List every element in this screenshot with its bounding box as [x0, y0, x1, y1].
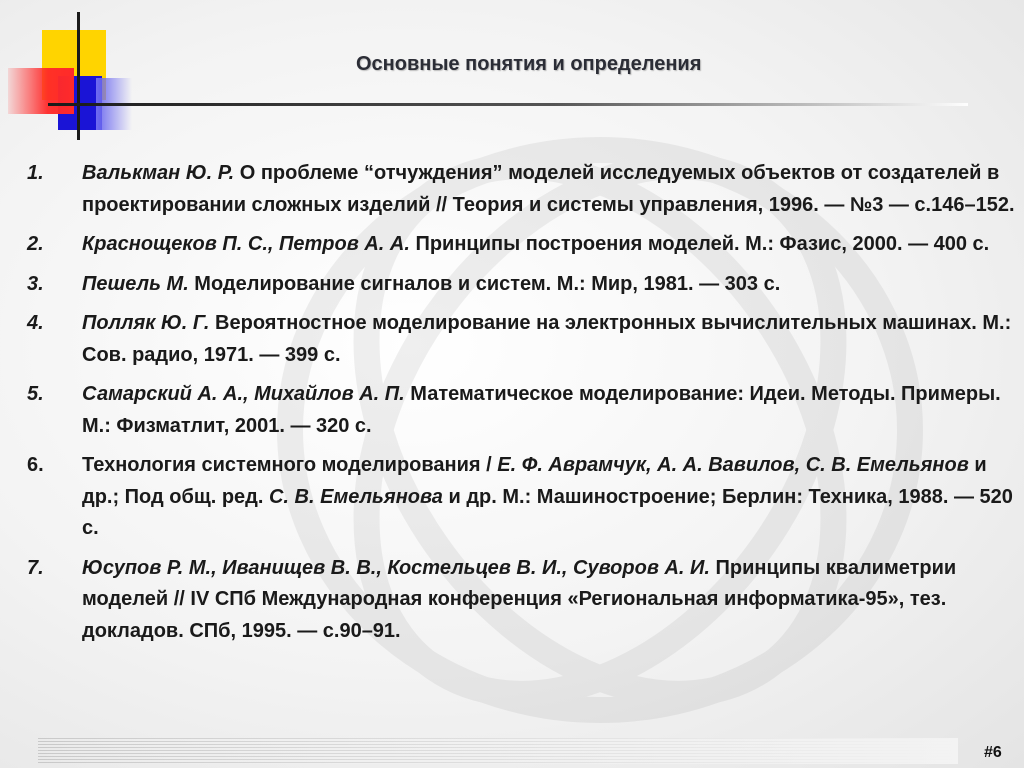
reference-authors: Е. Ф. Аврамчук, А. А. Вавилов, С. В. Емельянов: [497, 454, 969, 476]
reference-text: Вероятностное моделирование на электронных вычислительных машинах. М.: Сов. радио, 1971. — 399 с.: [82, 312, 1012, 366]
reference-number: 7.: [27, 556, 44, 579]
reference-text: и др.; Под общ. ред.: [82, 454, 987, 508]
reference-text: О проблеме “отчуждения” моделей исследуемых объектов от создателей в проектировании сложных изделий // Теория и системы управления, 1996. — №3 — с.146–152.: [82, 162, 1015, 216]
reference-list: [20, 158, 1018, 655]
reference-item: [20, 158, 1018, 221]
reference-number: 3.: [27, 272, 44, 295]
reference-item: [20, 553, 1018, 648]
reference-item: [20, 229, 1018, 261]
footer-decoration-fade: [38, 738, 958, 764]
reference-item: [20, 269, 1018, 301]
reference-item: [20, 308, 1018, 371]
reference-text: Принципы построения моделей. М.: Фазис, 2000. — 400 с.: [409, 233, 990, 255]
reference-item: [20, 450, 1018, 545]
title-underline: [48, 103, 968, 106]
reference-number: 5.: [27, 383, 44, 405]
reference-text: Технология системного моделирования /: [82, 454, 498, 476]
slide-title: Основные понятия и определения: [356, 53, 702, 75]
reference-number: 2.: [27, 233, 44, 255]
reference-text: и др. М.: Машиностроение; Берлин: Техника, 1988. — 520 с.: [82, 485, 1013, 539]
page-number: #6: [984, 744, 1002, 761]
reference-number: 4.: [27, 312, 44, 334]
reference-item: [20, 379, 1018, 442]
logo-red-square: [8, 68, 74, 114]
reference-text: Моделирование сигналов и систем. М.: Мир, 1981. — 303 с.: [188, 272, 781, 295]
reference-authors: Краснощеков П. С., Петров А. А.: [82, 233, 410, 255]
reference-text: Принципы квалиметрии моделей // IV СПб Международная конференция «Региональная информатика-95», тез. докладов. СПб, 1995. — с.90–91.: [82, 556, 957, 642]
reference-authors: Пешель М.: [82, 272, 189, 295]
logo-vertical-line: [77, 12, 80, 140]
corner-logo: [0, 0, 140, 140]
reference-authors: Юсупов Р. М., Иванищев В. В., Костельцев В. И., Суворов А. И.: [82, 556, 710, 579]
reference-authors: Полляк Ю. Г.: [82, 312, 210, 334]
reference-authors: Валькман Ю. Р.: [82, 162, 235, 184]
reference-text: Математическое моделирование: Идеи. Методы. Примеры. М.: Физматлит, 2001. — 320 с.: [82, 383, 1001, 437]
reference-authors: С. В. Емельянова: [268, 485, 443, 508]
reference-authors: Самарский А. А., Михайлов А. П.: [82, 383, 405, 405]
reference-number: 6.: [27, 454, 44, 476]
reference-number: 1.: [27, 162, 44, 184]
